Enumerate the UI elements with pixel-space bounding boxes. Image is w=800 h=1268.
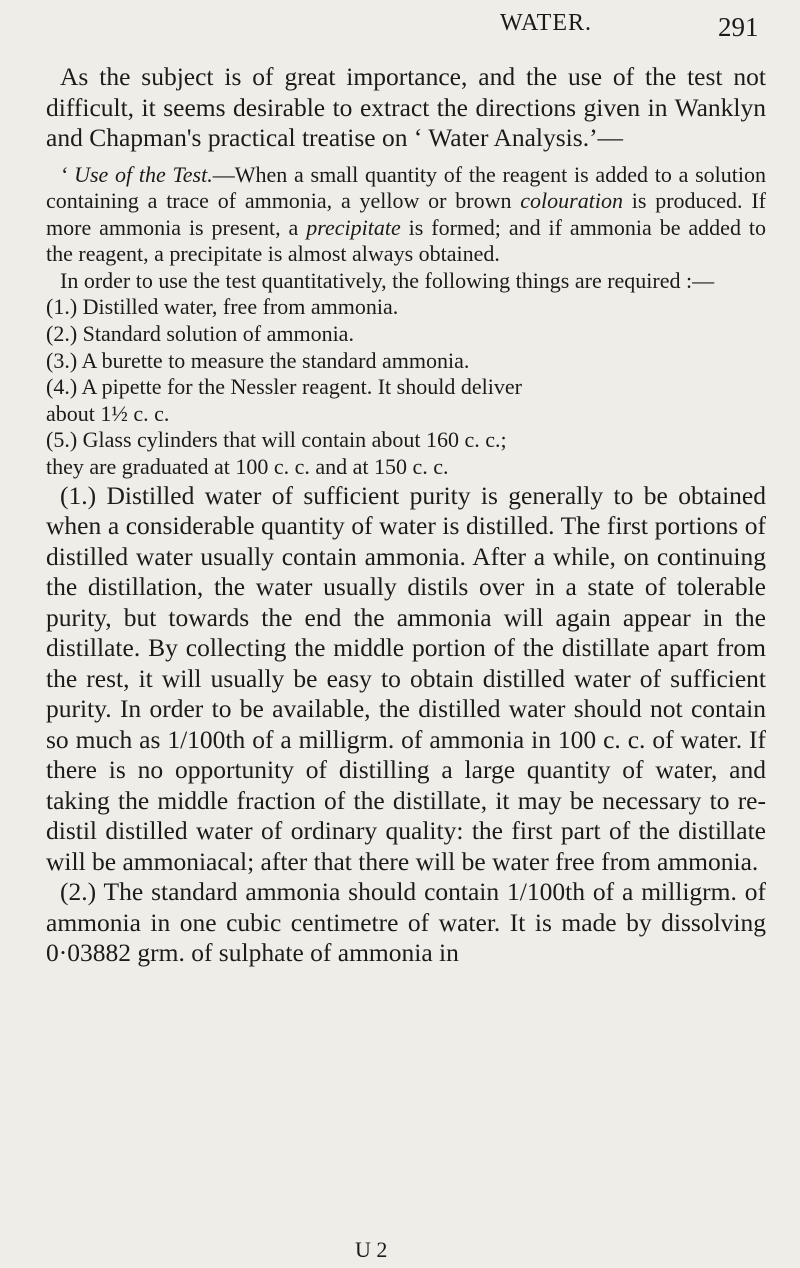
signature-mark: U 2 <box>355 1237 388 1262</box>
quantitative-paragraph: In order to use the test quantitatively, the following things are required :— <box>60 267 715 293</box>
page-number: 291 <box>718 12 759 42</box>
list-item: (2.) Standard solution of ammonia. <box>46 321 354 347</box>
page-header <box>0 8 800 48</box>
page-body <box>46 62 766 969</box>
colouration-term: colouration <box>520 188 623 214</box>
distilled-water-paragraph: (1.) Distilled water of sufficient purity is generally to be obtained when a considerable quantity of water is distilled. The first portions of distilled water usually contain ammonia. After a while, on continuing the distillation, the water usually distils over in a state of tolerable purity, but towards the end the ammonia will again appear in the distillate. By collecting the middle portion of the distillate apart from the rest, it will usually be easy to obtain distilled water of sufficient purity. In order to be available, the distilled water should not contain so much as 1/100th of a milligrm. of ammonia in 100 c. c. of water. If there is no opportunity of distilling a large quantity of water, and taking the middle fraction of the distillate, it may be necessary to re-distil distilled water of ordinary quality: the first part of the distillate will be ammoniacal; after that there will be water free from ammonia. <box>46 480 766 876</box>
use-text-1: —When a small quantity of the reagent is added to a solution containing a trace of ammonia, a yellow or brown <box>46 161 766 214</box>
use-of-test-paragraph <box>46 162 766 268</box>
list-item: (5.) Glass cylinders that will contain about 160 c. c.; <box>46 427 507 453</box>
list-item: (3.) A burette to measure the standard ammonia. <box>46 347 470 373</box>
list-item-continuation: about 1½ c. c. <box>46 400 170 426</box>
intro-paragraph: As the subject is of great importance, and the use of the test not difficult, it seems desirable to extract the directions given in Wanklyn and Chapman's practical treatise on ‘ Water Analysis.’— <box>46 62 766 152</box>
use-text-2: is produced. If more ammonia is present, a <box>46 188 766 240</box>
standard-ammonia-paragraph: (2.) The standard ammonia should contain 1/100th of a milligrm. of ammonia in one cubic centimetre of water. It is made by dissolving 0·03882 grm. of sulphate of ammonia in <box>46 877 766 968</box>
precipitate-term: precipitate <box>306 214 401 240</box>
list-item-continuation: they are graduated at 100 c. c. and at 150 c. c. <box>46 454 449 480</box>
list-item: (4.) A pipette for the Nessler reagent. It should deliver <box>46 374 522 400</box>
list-item: (1.) Distilled water, free from ammonia. <box>46 294 399 320</box>
use-of-test-heading: ‘ Use of the Test. <box>60 161 213 187</box>
running-head: WATER. <box>500 10 592 36</box>
use-text-3: is formed; and if ammonia be added to the reagent, a precipitate is almost always obtained. <box>46 214 766 267</box>
